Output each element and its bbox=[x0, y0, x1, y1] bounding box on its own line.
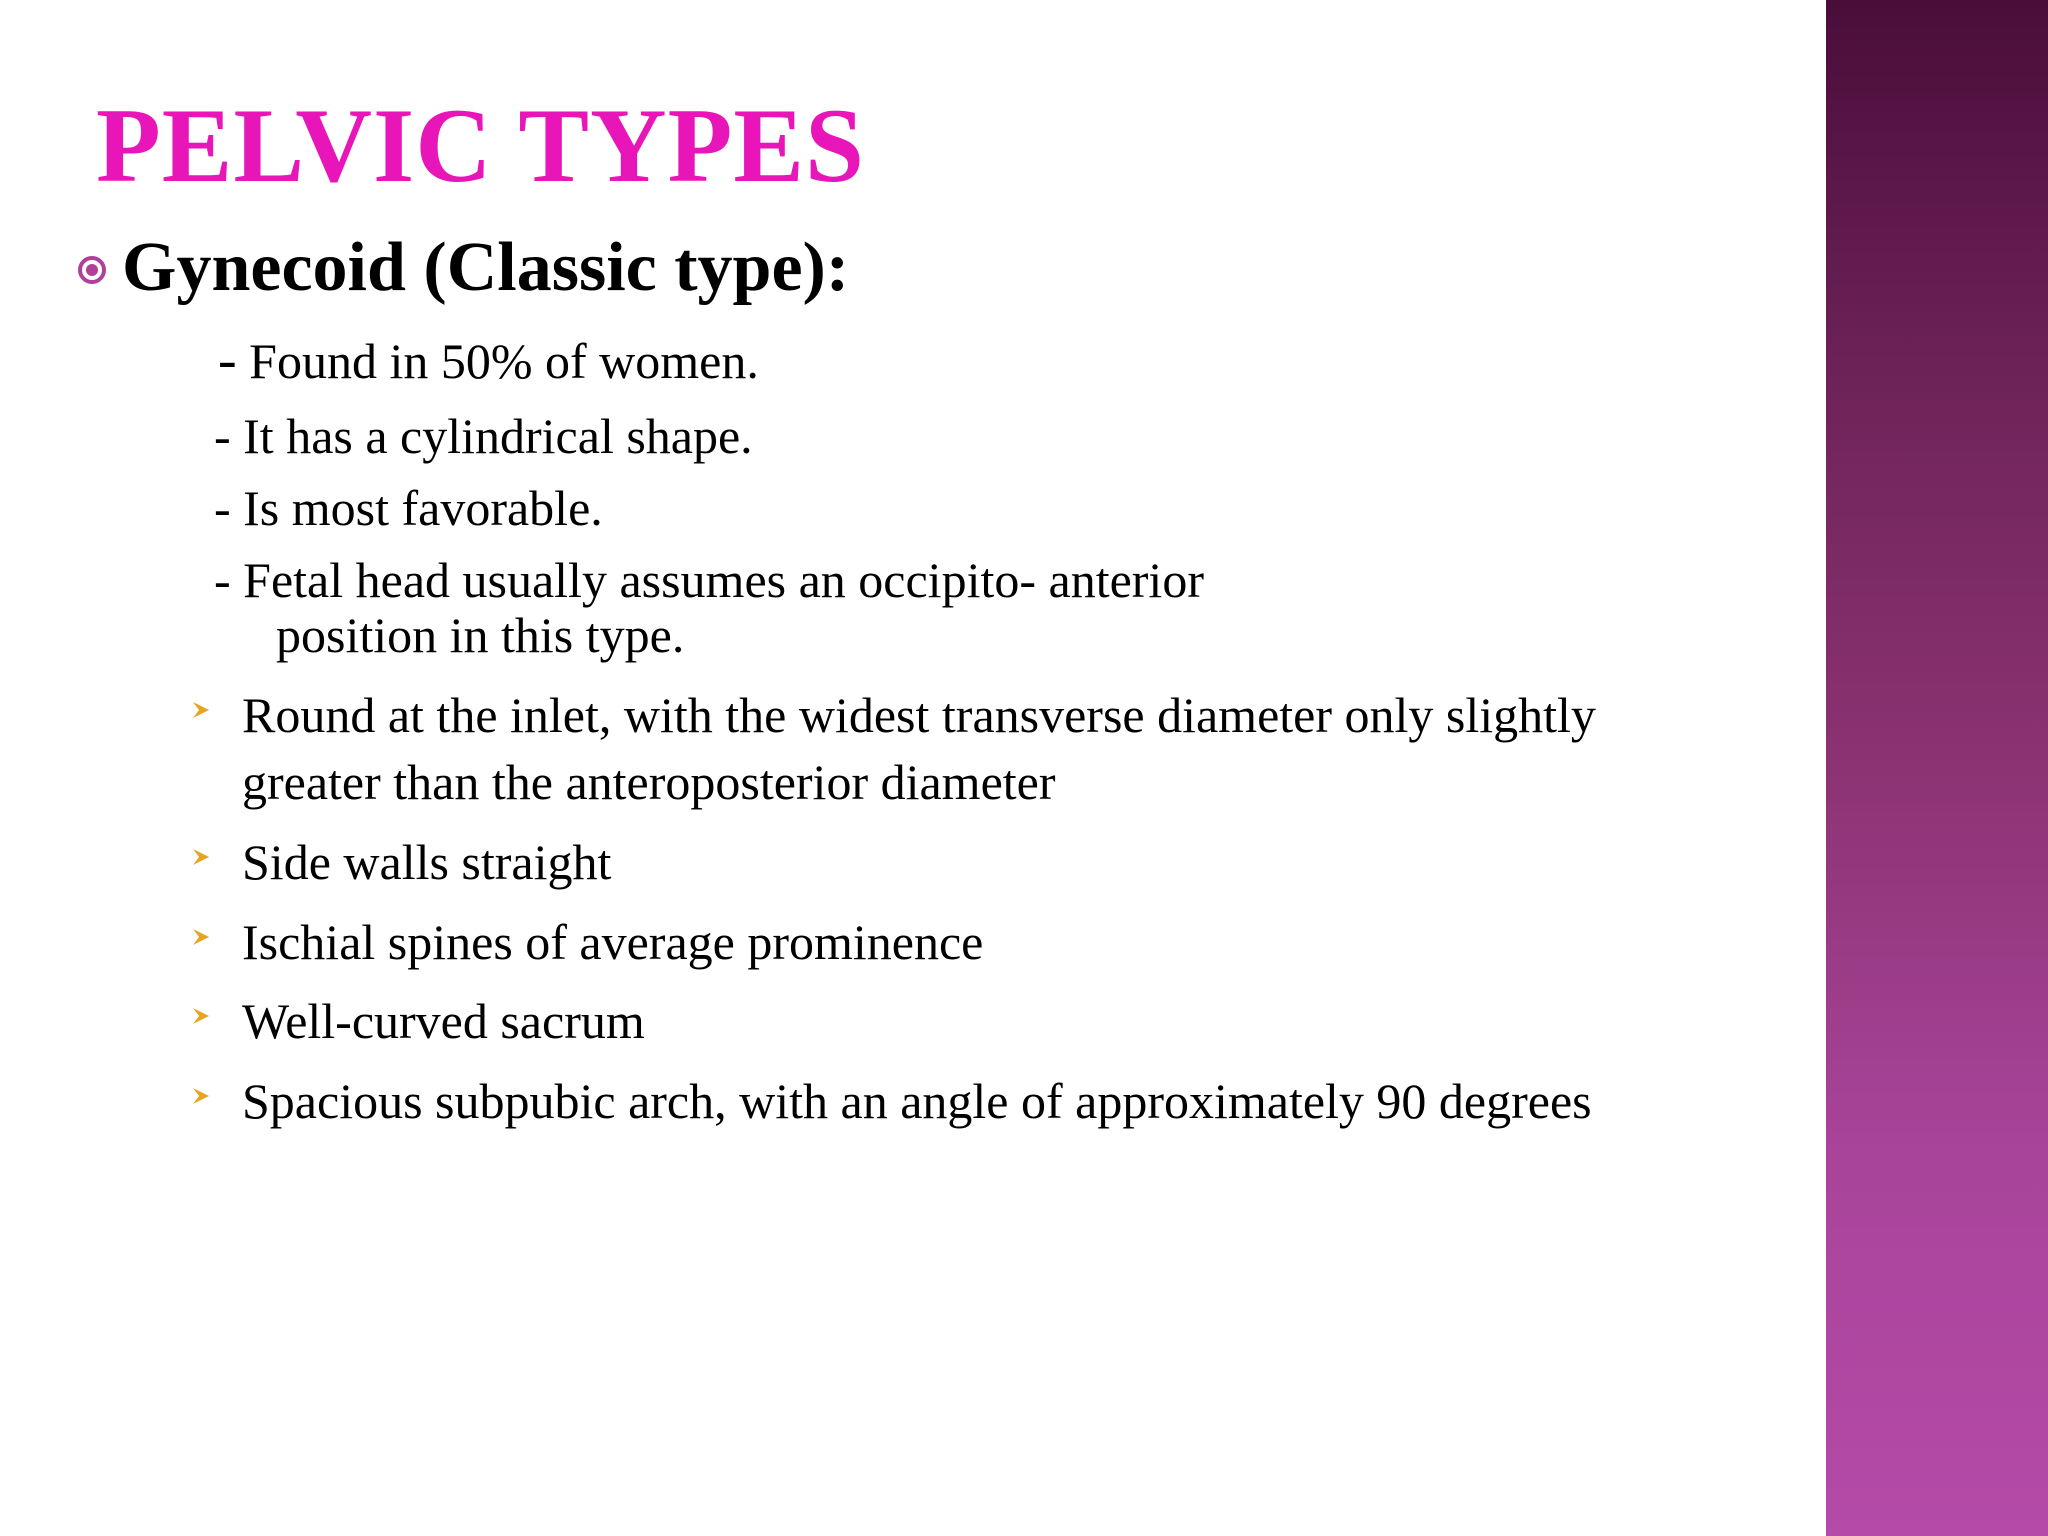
arrow-chevron-icon bbox=[190, 682, 242, 738]
target-circle-icon bbox=[78, 256, 106, 284]
slide-title: PELVIC TYPES bbox=[96, 87, 866, 204]
arrow-item-side-walls bbox=[190, 829, 1842, 896]
arrow-item-text bbox=[242, 682, 1842, 816]
arrow-item-text: Well-curved sacrum bbox=[242, 993, 645, 1049]
dash-mark: - bbox=[218, 329, 237, 391]
arrow-item-text: Side walls straight bbox=[242, 834, 612, 890]
arrow-item-line: greater than the anteroposterior diameter bbox=[242, 754, 1056, 810]
arrow-item-line: Round at the inlet, with the widest transverse diameter only slightly bbox=[242, 687, 1596, 743]
arrow-chevron-icon bbox=[190, 988, 242, 1044]
dash-item-text: Found in 50% of women. bbox=[236, 333, 759, 389]
arrow-item-sacrum bbox=[190, 988, 1842, 1055]
main-bullet bbox=[78, 228, 849, 308]
dash-item-shape: - It has a cylindrical shape. bbox=[214, 408, 753, 464]
dash-item-fetal-head: - Fetal head usually assumes an occipito- anterior bbox=[214, 552, 1204, 608]
arrow-item-subpubic bbox=[190, 1068, 1842, 1135]
dash-item-fetal-head-cont: position in this type. bbox=[276, 607, 685, 663]
arrow-item-text: Spacious subpubic arch, with an angle of approximately 90 degrees bbox=[242, 1073, 1592, 1129]
arrow-item-inlet bbox=[190, 682, 1842, 816]
dash-item-favorable: - Is most favorable. bbox=[214, 480, 603, 536]
arrow-chevron-icon bbox=[190, 829, 242, 885]
side-decoration-band bbox=[1826, 0, 2048, 1536]
arrow-chevron-icon bbox=[190, 1068, 242, 1124]
dash-item-found bbox=[218, 329, 759, 391]
arrow-item-text: Ischial spines of average prominence bbox=[242, 914, 984, 970]
arrow-item-ischial bbox=[190, 909, 1842, 976]
arrow-chevron-icon bbox=[190, 909, 242, 965]
main-bullet-text: Gynecoid (Classic type): bbox=[122, 229, 850, 306]
